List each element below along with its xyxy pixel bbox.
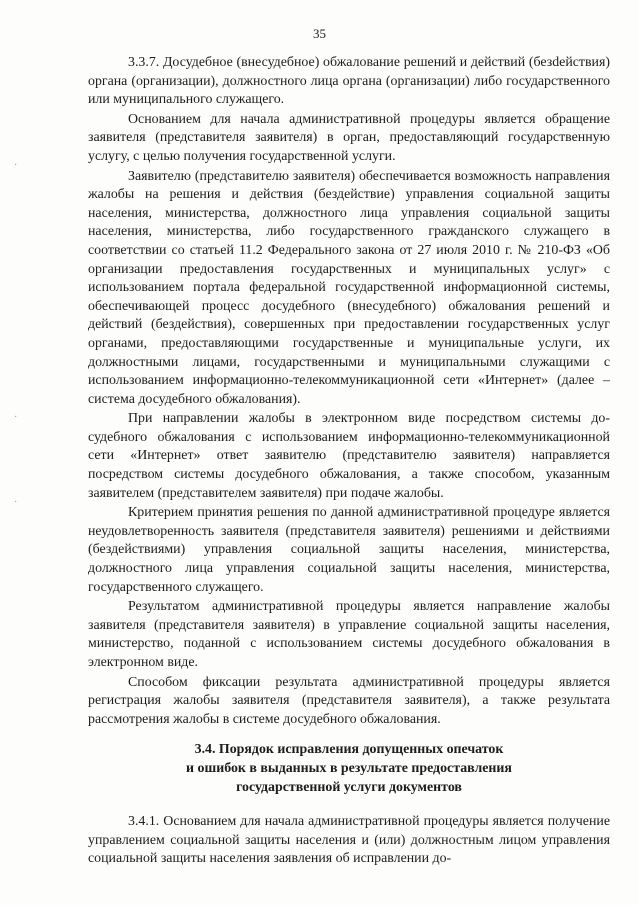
- paragraph-electronic-complaint: При направлении жалобы в электронном виде посредством системы досудебного обжалования с использованием информационно-телекоммуникационной сети «Интернет» ответ заявителю (представителю заявителя) направляется посредством системы досудебного обжалования, а также способом, указанным заявителем (представителем заявителя) при подаче жалобы.: [88, 411, 610, 501]
- paragraph-3-4-1: 3.4.1. Основанием для начала административной процедуры является получение управлением социальной защиты населения и (или) должностным лицом управления социальной защиты населения заявления об исправлении до-: [88, 814, 610, 867]
- paragraph-3-3-7: 3.3.7. Досудебное (внесудебное) обжалование решений и действий (безdействия) органа (организации), должностного лица органа (организации) либо государственного или муниципального служащего.: [88, 55, 610, 108]
- paragraph-basis: Основанием для начала административной процедуры является обращение заявителя (представителя заявителя) в орган, предоставляющий государственную услугу, с целью получения государственной услуги.: [88, 111, 610, 164]
- page-number: 35: [313, 26, 326, 41]
- heading-line: и ошибок в выданных в результате предоставления: [186, 760, 512, 776]
- document-body: [88, 54, 610, 870]
- heading-line: государственной услуги документов: [236, 779, 462, 795]
- margin-mark: ·: [14, 412, 18, 423]
- margin-mark: ·: [14, 160, 18, 171]
- paragraph-decision-criterion: Критерием принятия решения по данной административной процедуре является неудовлетворенность заявителя (представителя заявителя) решениями и действиями (бездействиями) управления социальной защиты населения, министерства, должностного лица управления социальной защиты населения, министерства, государственного служащего.: [88, 505, 610, 595]
- heading-line: 3.4. Порядок исправления допущенных опечаток: [194, 742, 504, 758]
- paragraph-procedure-result: Результатом административной процедуры является направление жалобы заявителя (представителя заявителя) в управление социальной защиты населения, министерство, поданной с использованием системы досудебного обжалования в электронном виде.: [88, 599, 610, 670]
- paragraph-result-fixation: Способом фиксации результата административной процедуры является регистрация жалобы заявителя (представителя заявителя), а также результата рассмотрения жалобы в системе досудебного обжалования.: [88, 674, 610, 727]
- section-heading-3-4: [88, 741, 610, 797]
- margin-mark: ·: [14, 497, 18, 508]
- paragraph-applicant-rights: Заявителю (представителю заявителя) обеспечивается возможность направления жалобы на решения и действия (бездействие) управления социальной защиты населения, министерства, должностного лица управления социальной защиты населения, министерства, либо государственного гражданского служащего в соответствии со статьей 11.2 Федерального закона от 27 июля 2010 г. № 210-ФЗ «Об организации предоставления государственных и муниципальных услуг» с использованием портала федеральной государственной информационной системы, обеспечивающей процесс досудебного (внесудебного) обжалования решений и действий (бездействия), совершенных при предоставлении государственных услуг органами, предоставляющими государственные и муниципальные услуги, их должностными лицами, государственными и муниципальными служащими с использованием информационно-телекоммуникационной сети «Интернет» (далее – система досудебного обжалования).: [88, 168, 610, 407]
